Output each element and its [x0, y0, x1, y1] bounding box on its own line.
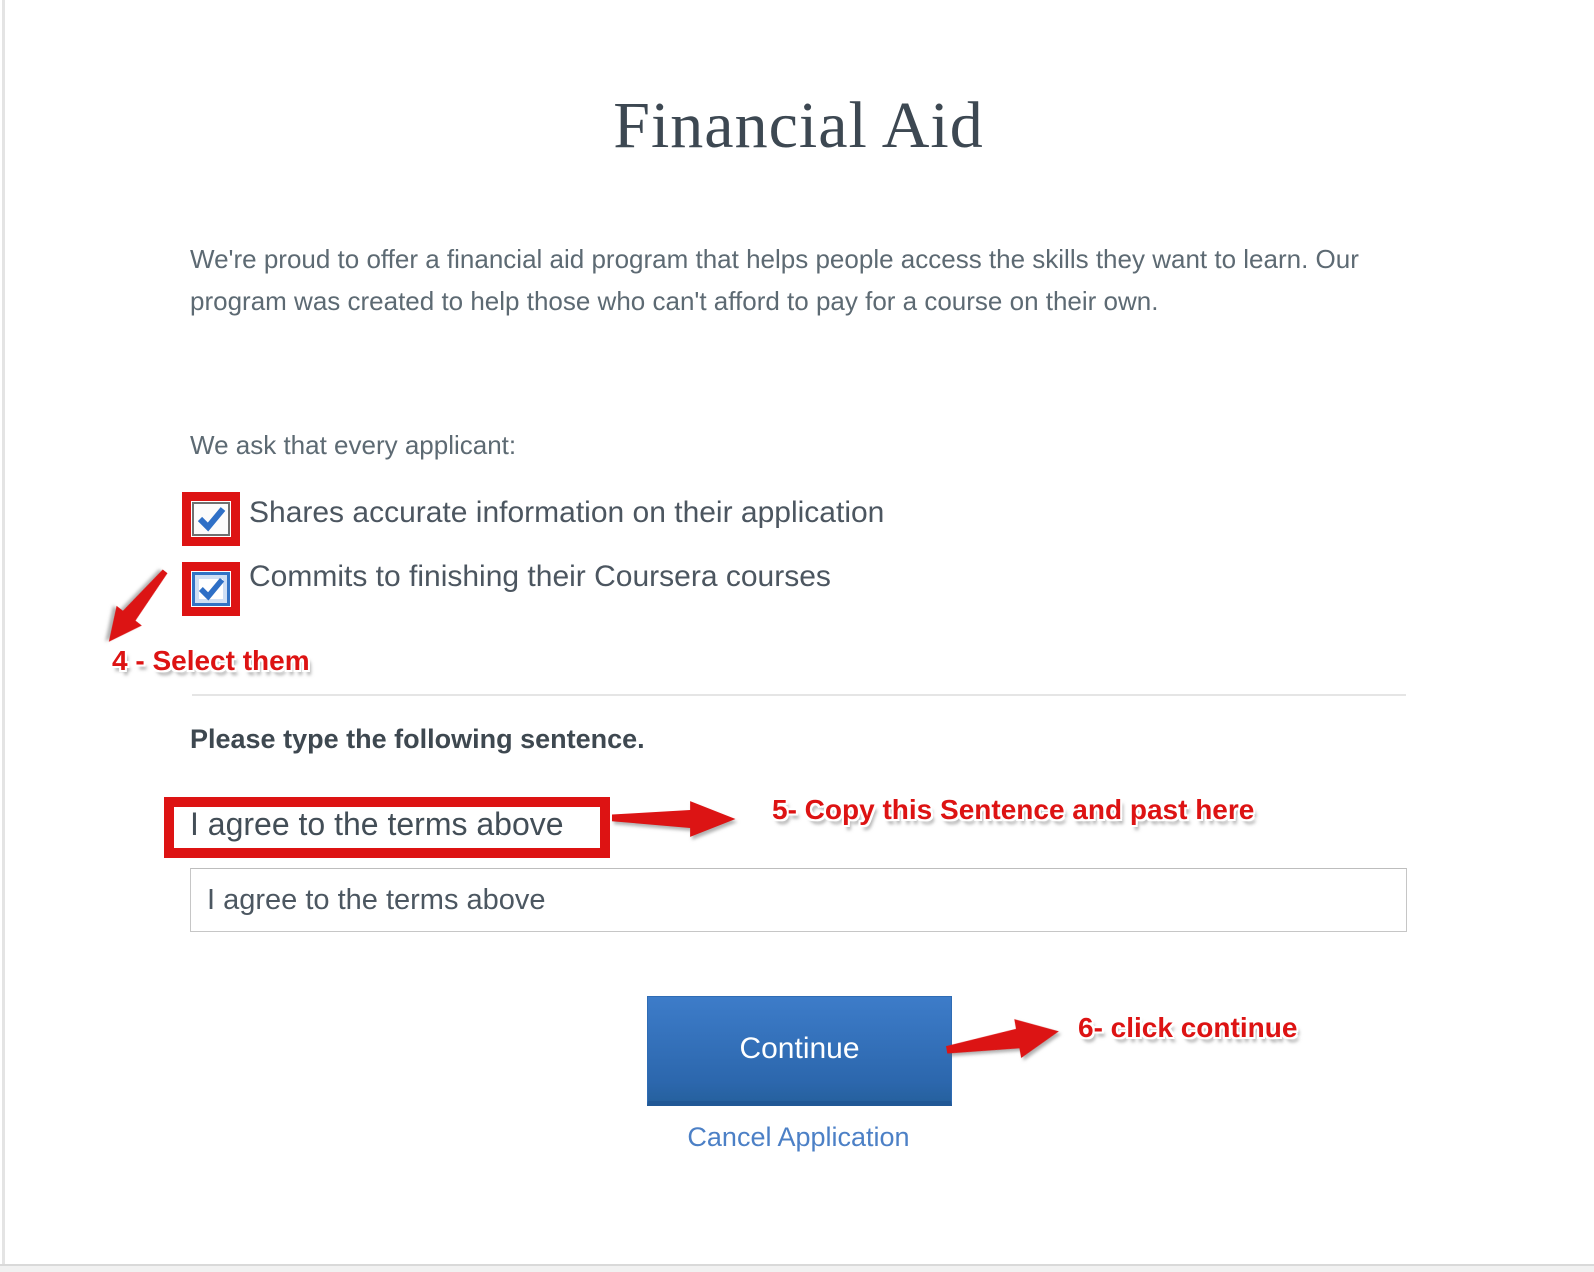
highlight-box-checkbox-2: [182, 562, 240, 616]
continue-button-label: Continue: [739, 1032, 860, 1065]
agreement-input[interactable]: [190, 868, 1407, 932]
applicant-prompt: We ask that every applicant:: [190, 430, 517, 460]
checkbox-label-commit-finish: Commits to finishing their Coursera courses: [249, 560, 831, 593]
annotation-step4: 4 - Select them: [112, 645, 310, 676]
checkmark-icon: [197, 577, 225, 601]
cancel-application-link[interactable]: Cancel Application: [687, 1122, 910, 1152]
continue-button[interactable]: [647, 996, 952, 1106]
page-left-edge: [2, 0, 5, 1264]
sentence-to-type: I agree to the terms above: [190, 806, 564, 842]
highlight-box-checkbox-1: [182, 492, 240, 546]
type-sentence-prompt: Please type the following sentence.: [190, 724, 645, 754]
section-divider: [192, 694, 1406, 696]
page-title: Financial Aid: [613, 89, 984, 162]
annotation-step6: 6- click continue: [1078, 1012, 1298, 1043]
annotation-step5: 5- Copy this Sentence and past here: [772, 794, 1255, 825]
checkbox-commit-finish[interactable]: [192, 572, 230, 606]
arrow-annotation-copy-sentence: [612, 800, 738, 838]
checkbox-label-accurate-info: Shares accurate information on their application: [249, 496, 885, 529]
arrow-annotation-select-them: [94, 560, 177, 653]
checkbox-accurate-info[interactable]: [192, 502, 230, 536]
page-bottom-background: [0, 1266, 1594, 1272]
arrow-annotation-click-continue: [943, 1010, 1065, 1072]
checkmark-icon: [196, 506, 226, 532]
intro-paragraph: We're proud to offer a financial aid program that helps people access the skills they want to learn. Our program was created to help those who can't afford to pay for a course on their own.: [190, 244, 1359, 316]
